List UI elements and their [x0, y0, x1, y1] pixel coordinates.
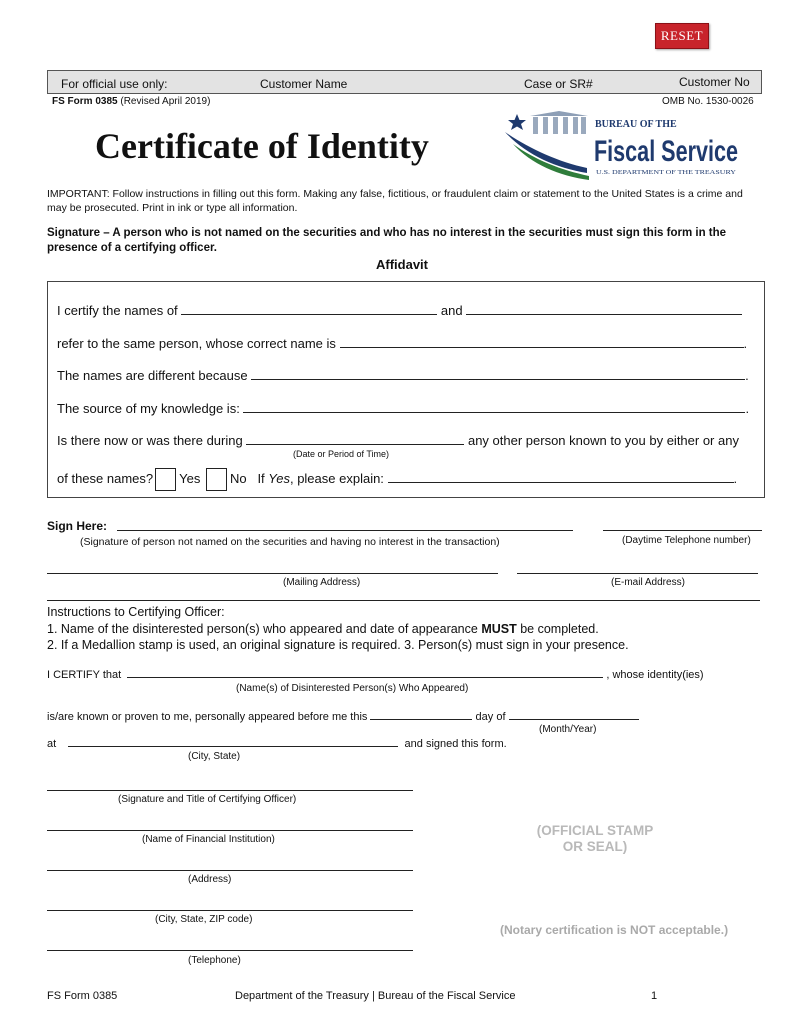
officer-telephone-field[interactable] [47, 950, 413, 951]
signature-notice: Signature – A person who is not named on the securities and who has no interest in the securities must sign this form in the presence of a certifying officer. [47, 227, 727, 254]
instructions-heading: Instructions to Certifying Officer: [47, 605, 225, 619]
yes-checkbox[interactable] [155, 468, 176, 491]
names-caption: (Name(s) of Disinterested Person(s) Who Appeared) [236, 683, 469, 694]
source-line: The source of my knowledge is: . [57, 401, 750, 416]
footer-dept: Department of the Treasury | Bureau of the Fiscal Service [235, 990, 516, 1002]
affidavit-box [47, 281, 765, 498]
section-divider [47, 600, 760, 601]
signature-caption: (Signature of person not named on the securities and having no interest in the transaction) [80, 536, 500, 548]
different-line: The names are different because . [57, 368, 749, 383]
source-text: The source of my knowledge is: [57, 401, 240, 416]
if-prefix: If [257, 470, 269, 486]
sign-here-label: Sign Here: [47, 519, 108, 533]
institution-caption: (Name of Financial Institution) [142, 834, 275, 845]
known-text: is/are known or proven to me, personally appeared before me this [47, 711, 368, 723]
officer-address-field[interactable] [47, 870, 413, 871]
signed-text: and signed this form. [404, 738, 507, 750]
official-stamp-area [530, 823, 660, 855]
official-use-bar [47, 70, 762, 94]
correct-name-line: refer to the same person, whose correct name is . [57, 336, 748, 351]
if-suffix: , please explain: [289, 470, 384, 486]
certify-prefix: I certify the names of [57, 303, 178, 318]
building-roof [530, 111, 588, 116]
different-text: The names are different because [57, 368, 248, 383]
is-there-suffix: any other person known to you by either or any [467, 433, 739, 448]
address-caption: (Address) [188, 874, 232, 885]
logo-sub-text: U.S. DEPARTMENT OF THE TREASURY [596, 170, 737, 176]
email-caption: (E-mail Address) [611, 577, 685, 588]
certify-names-line [57, 303, 742, 318]
known-line [47, 710, 639, 723]
form-id [52, 96, 210, 107]
logo-top-text: BUREAU OF THE [595, 119, 677, 130]
email-field[interactable] [517, 573, 758, 574]
signature-field[interactable] [117, 530, 573, 531]
omb-number: OMB No. 1530-0026 [662, 96, 754, 107]
source-field[interactable] [243, 401, 745, 413]
page-number: 1 [651, 990, 658, 1002]
phone-caption: (Daytime Telephone number) [622, 535, 751, 546]
instruction-line-1: 1. Name of the disinterested person(s) who appeared and date of appearance MUST be completed. [47, 622, 599, 636]
different-reason-field[interactable] [251, 368, 745, 380]
name-one-field[interactable] [181, 303, 437, 315]
day-field[interactable] [370, 710, 472, 720]
customer-name-field[interactable]: Customer Name [260, 77, 348, 91]
name-two-field[interactable] [466, 303, 742, 315]
whose-text: , whose identity(ies) [606, 669, 704, 681]
is-there-prefix: Is there now or was there during [57, 433, 243, 448]
at-text: at [47, 738, 57, 750]
city-state-field[interactable] [68, 737, 398, 747]
disinterested-names-field[interactable] [127, 668, 603, 678]
official-use-label: For official use only: [61, 77, 168, 91]
reset-button[interactable]: RESET [655, 23, 709, 49]
page-title: Certificate of Identity [95, 126, 429, 166]
no-label: No [229, 470, 247, 486]
city-caption: (City, State) [188, 751, 241, 762]
affidavit-heading: Affidavit [376, 257, 428, 272]
notary-note: (Notary certification is NOT acceptable.) [500, 923, 729, 937]
of-these-line: of these names? Yes No If Yes, please explain: . [57, 468, 737, 491]
of-these-text: of these names? [57, 470, 154, 486]
footer-form: FS Form 0385 [47, 990, 118, 1002]
stamp-line-2: OR SEAL) [562, 839, 628, 854]
instruction-line-2: 2. If a Medallion stamp is used, an original signature is required. 3. Person(s) must sign in your presence. [47, 638, 629, 652]
telephone-caption: (Telephone) [188, 955, 241, 966]
important-notice: IMPORTANT: Follow instructions in filling out this form. Making any false, fictitious, or fraudulent claim or statement to the United States is a crime and may be prosecuted. Print in ink or type all information. [47, 188, 743, 214]
at-line [47, 737, 507, 750]
other-person-line [57, 433, 739, 448]
mailing-address-field[interactable] [47, 573, 498, 574]
if-yes-text: Yes [268, 470, 290, 486]
certify-and: and [440, 303, 463, 318]
city-zip-caption: (City, State, ZIP code) [155, 914, 253, 925]
logo-main-text: Fiscal Service [594, 135, 738, 168]
case-sr-field[interactable]: Case or SR# [524, 77, 593, 91]
officer-signature-field[interactable] [47, 790, 413, 791]
institution-field[interactable] [47, 830, 413, 831]
date-period-field[interactable] [246, 433, 464, 445]
month-caption: (Month/Year) [539, 724, 597, 735]
certify-line [47, 668, 704, 681]
mail-caption: (Mailing Address) [283, 577, 361, 588]
form-code: FS Form 0385 [52, 96, 118, 107]
explain-field[interactable] [388, 471, 734, 483]
yes-label: Yes [179, 470, 201, 486]
star-icon [508, 114, 526, 130]
no-checkbox[interactable] [206, 468, 227, 491]
date-caption: (Date or Period of Time) [293, 449, 390, 459]
correct-name-field[interactable] [340, 336, 744, 348]
i-certify-text: I CERTIFY that [47, 669, 122, 681]
month-year-field[interactable] [509, 710, 639, 720]
form-revised: (Revised April 2019) [120, 96, 211, 107]
officer-city-zip-field[interactable] [47, 910, 413, 911]
customer-no-field[interactable]: Customer No [679, 75, 750, 89]
stamp-line-1: (OFFICIAL STAMP [536, 823, 654, 838]
fiscal-service-logo [503, 110, 743, 180]
day-of-text: day of [475, 711, 506, 723]
daytime-phone-field[interactable] [603, 530, 762, 531]
refer-text: refer to the same person, whose correct name is [57, 336, 336, 351]
officer-sig-caption: (Signature and Title of Certifying Officer) [118, 794, 297, 805]
